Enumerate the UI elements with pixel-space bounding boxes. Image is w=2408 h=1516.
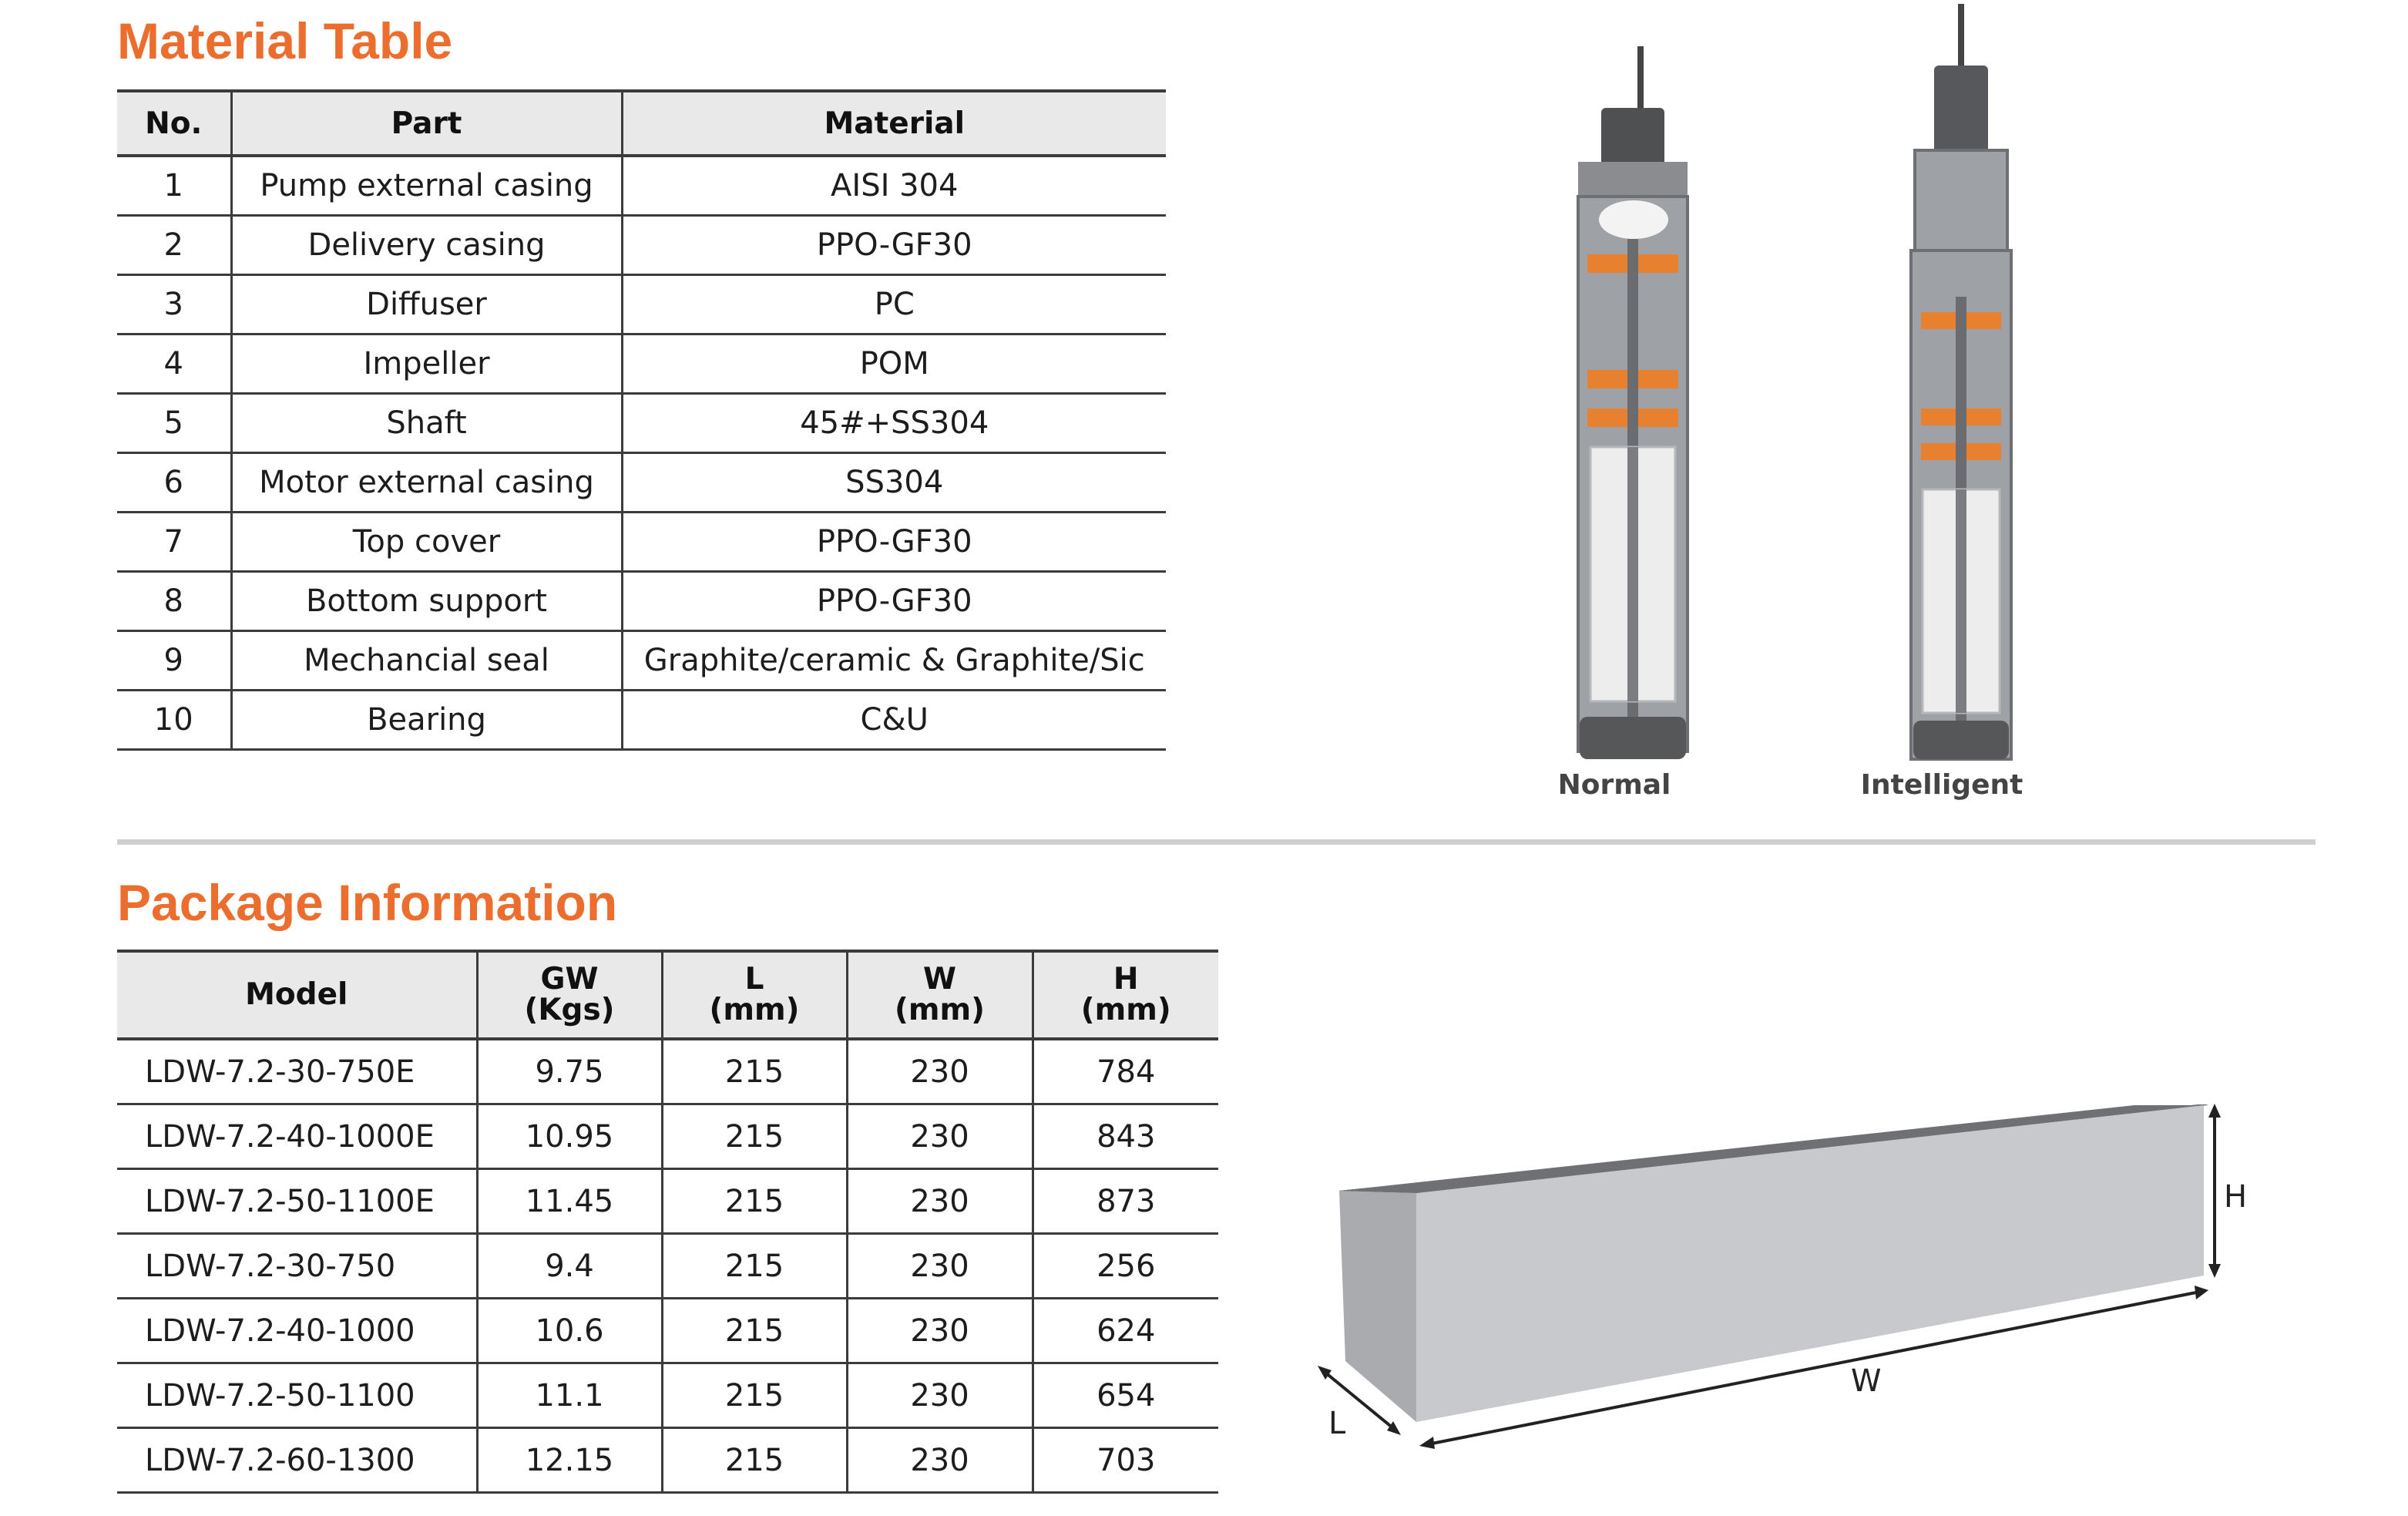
header-h bbox=[1033, 951, 1218, 1039]
cell-model: LDW-7.2-30-750 bbox=[117, 1234, 477, 1299]
cell-w: 230 bbox=[847, 1234, 1033, 1299]
cell-material: Graphite/ceramic & Graphite/Sic bbox=[622, 631, 1166, 691]
cell-gw: 9.4 bbox=[477, 1234, 662, 1299]
cell-gw: 11.1 bbox=[477, 1363, 662, 1428]
table-row bbox=[117, 1234, 1218, 1299]
table-row bbox=[117, 275, 1166, 334]
cell-w: 230 bbox=[847, 1039, 1033, 1104]
header-material: Material bbox=[622, 91, 1166, 156]
intelligent-pump-illustration bbox=[1892, 4, 2030, 763]
header-w-label: W bbox=[922, 962, 957, 997]
cell-l: 215 bbox=[662, 1428, 847, 1493]
cell-material: POM bbox=[622, 334, 1166, 394]
cell-h: 256 bbox=[1033, 1234, 1218, 1299]
cell-model: LDW-7.2-30-750E bbox=[117, 1039, 477, 1104]
box-side-face bbox=[1339, 1191, 1416, 1422]
header-gw-unit: (Kgs) bbox=[524, 993, 615, 1027]
intelligent-pump-label: Intelligent bbox=[1860, 769, 2023, 801]
cell-part: Top cover bbox=[231, 513, 622, 572]
cell-no: 10 bbox=[117, 691, 231, 750]
cell-part: Shaft bbox=[231, 394, 622, 453]
cell-material: C&U bbox=[622, 691, 1166, 750]
length-dimension-label: L bbox=[1328, 1406, 1346, 1441]
header-model bbox=[117, 951, 477, 1039]
cell-l: 215 bbox=[662, 1363, 847, 1428]
cell-w: 230 bbox=[847, 1169, 1033, 1234]
header-no: No. bbox=[117, 91, 231, 156]
header-l-label: L bbox=[744, 962, 764, 997]
package-table bbox=[117, 950, 1218, 1494]
cell-material: AISI 304 bbox=[622, 156, 1166, 216]
package-box-diagram bbox=[1302, 1094, 2273, 1472]
cell-h: 703 bbox=[1033, 1428, 1218, 1493]
table-row bbox=[117, 1039, 1218, 1104]
cell-material: PPO-GF30 bbox=[622, 513, 1166, 572]
normal-pump-illustration bbox=[1564, 46, 1703, 763]
table-row bbox=[117, 691, 1166, 750]
table-row bbox=[117, 216, 1166, 275]
table-row bbox=[117, 394, 1166, 453]
cell-material: PPO-GF30 bbox=[622, 216, 1166, 275]
cell-l: 215 bbox=[662, 1039, 847, 1104]
cell-material: SS304 bbox=[622, 453, 1166, 513]
header-h-label: H bbox=[1113, 962, 1139, 997]
cell-part: Mechancial seal bbox=[231, 631, 622, 691]
cell-no: 3 bbox=[117, 275, 231, 334]
cell-part: Pump external casing bbox=[231, 156, 622, 216]
table-row bbox=[117, 1428, 1218, 1493]
cell-no: 4 bbox=[117, 334, 231, 394]
cell-w: 230 bbox=[847, 1428, 1033, 1493]
header-part: Part bbox=[231, 91, 622, 156]
cell-h: 843 bbox=[1033, 1104, 1218, 1169]
package-information-title: Package Information bbox=[117, 874, 618, 931]
package-table-header-row bbox=[117, 951, 1218, 1039]
table-row bbox=[117, 572, 1166, 631]
section-divider bbox=[117, 839, 2316, 845]
cell-gw: 10.6 bbox=[477, 1299, 662, 1363]
cell-no: 1 bbox=[117, 156, 231, 216]
cell-l: 215 bbox=[662, 1169, 847, 1234]
cell-model: LDW-7.2-40-1000 bbox=[117, 1299, 477, 1363]
cell-h: 873 bbox=[1033, 1169, 1218, 1234]
cell-model: LDW-7.2-50-1100 bbox=[117, 1363, 477, 1428]
width-dimension-label: W bbox=[1851, 1363, 1882, 1399]
cell-part: Delivery casing bbox=[231, 216, 622, 275]
cell-no: 2 bbox=[117, 216, 231, 275]
cell-w: 230 bbox=[847, 1299, 1033, 1363]
cell-part: Motor external casing bbox=[231, 453, 622, 513]
cell-no: 5 bbox=[117, 394, 231, 453]
normal-pump-label: Normal bbox=[1557, 769, 1671, 801]
cell-h: 654 bbox=[1033, 1363, 1218, 1428]
cell-gw: 10.95 bbox=[477, 1104, 662, 1169]
table-row bbox=[117, 1363, 1218, 1428]
header-gw bbox=[477, 951, 662, 1039]
header-l bbox=[662, 951, 847, 1039]
cell-part: Bottom support bbox=[231, 572, 622, 631]
header-model-label: Model bbox=[245, 977, 348, 1012]
cell-material: PC bbox=[622, 275, 1166, 334]
height-dimension-label: H bbox=[2224, 1179, 2248, 1215]
cell-gw: 9.75 bbox=[477, 1039, 662, 1104]
table-row bbox=[117, 1299, 1218, 1363]
header-l-unit: (mm) bbox=[709, 993, 800, 1027]
table-row bbox=[117, 453, 1166, 513]
cell-l: 215 bbox=[662, 1299, 847, 1363]
material-table-header-row bbox=[117, 91, 1166, 156]
material-table-title: Material Table bbox=[117, 12, 453, 69]
cell-gw: 11.45 bbox=[477, 1169, 662, 1234]
cell-no: 7 bbox=[117, 513, 231, 572]
cell-part: Impeller bbox=[231, 334, 622, 394]
header-w-unit: (mm) bbox=[895, 993, 985, 1027]
cell-no: 8 bbox=[117, 572, 231, 631]
cell-model: LDW-7.2-40-1000E bbox=[117, 1104, 477, 1169]
cell-part: Diffuser bbox=[231, 275, 622, 334]
table-row bbox=[117, 334, 1166, 394]
cell-h: 624 bbox=[1033, 1299, 1218, 1363]
cell-material: PPO-GF30 bbox=[622, 572, 1166, 631]
cell-l: 215 bbox=[662, 1104, 847, 1169]
cell-part: Bearing bbox=[231, 691, 622, 750]
cell-no: 6 bbox=[117, 453, 231, 513]
cell-l: 215 bbox=[662, 1234, 847, 1299]
table-row bbox=[117, 1169, 1218, 1234]
table-row bbox=[117, 1104, 1218, 1169]
cell-gw: 12.15 bbox=[477, 1428, 662, 1493]
table-row bbox=[117, 631, 1166, 691]
box-front-face bbox=[1416, 1105, 2204, 1422]
cell-model: LDW-7.2-60-1300 bbox=[117, 1428, 477, 1493]
table-row bbox=[117, 513, 1166, 572]
cell-material: 45#+SS304 bbox=[622, 394, 1166, 453]
table-row bbox=[117, 156, 1166, 216]
cell-no: 9 bbox=[117, 631, 231, 691]
header-gw-label: GW bbox=[540, 962, 599, 997]
cell-h: 784 bbox=[1033, 1039, 1218, 1104]
header-h-unit: (mm) bbox=[1080, 993, 1171, 1027]
cell-w: 230 bbox=[847, 1363, 1033, 1428]
cell-w: 230 bbox=[847, 1104, 1033, 1169]
header-w bbox=[847, 951, 1033, 1039]
cell-model: LDW-7.2-50-1100E bbox=[117, 1169, 477, 1234]
material-table bbox=[117, 89, 1166, 751]
